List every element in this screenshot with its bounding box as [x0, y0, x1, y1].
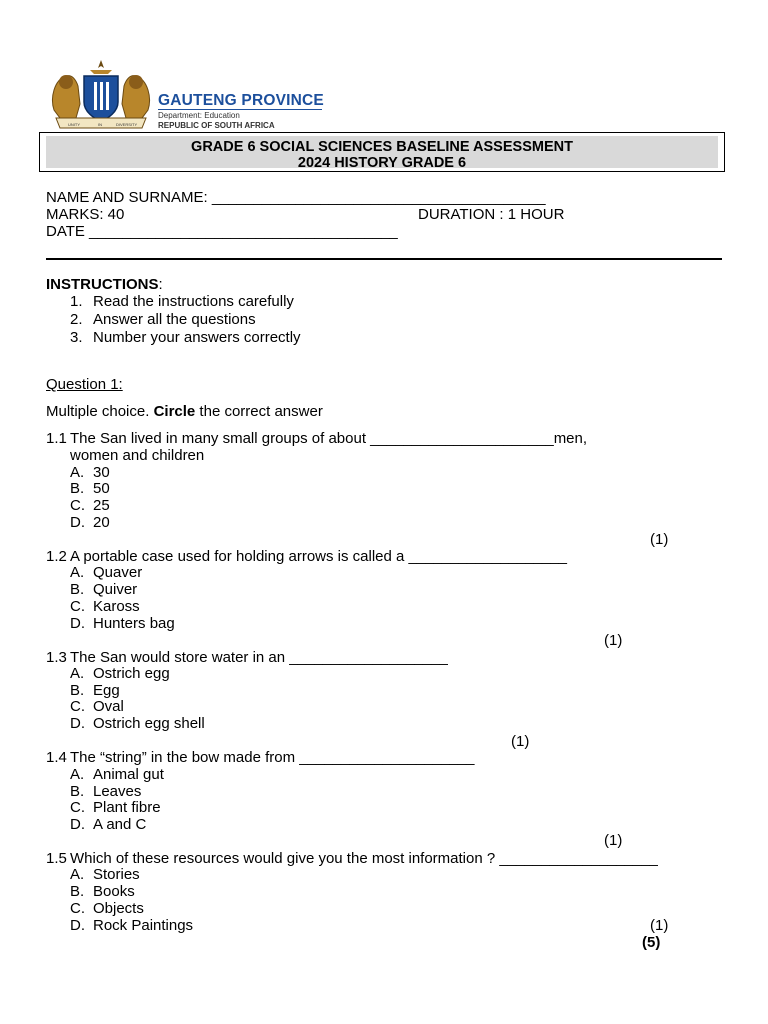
title-line-1: GRADE 6 SOCIAL SCIENCES BASELINE ASSESSMENT — [191, 139, 573, 155]
option-letter: C. — [70, 598, 85, 615]
question-number: 1.5 — [46, 850, 67, 867]
instruction-number: 1. — [70, 293, 83, 310]
mark-allocation: (1) — [650, 531, 669, 548]
instructions-colon: : — [158, 276, 163, 293]
option-letter: A. — [70, 866, 85, 883]
motto-mid: IN — [98, 122, 102, 127]
instruction-text: Read the instructions carefully — [93, 293, 294, 310]
option-letter: B. — [70, 883, 85, 900]
option-letter: C. — [70, 698, 85, 715]
question-1-prompt — [46, 403, 323, 420]
question-text: Which of these resources would give you the most information ? ___________________ — [70, 850, 658, 867]
option-text[interactable]: Hunters bag — [93, 615, 175, 632]
name-field[interactable]: NAME AND SURNAME: ________________________________________ — [46, 189, 546, 206]
instructions-heading-text: INSTRUCTIONS — [46, 276, 159, 293]
option-text[interactable]: Oval — [93, 698, 124, 715]
option-letter: C. — [70, 799, 85, 816]
question-text: The San would store water in an ___________________ — [70, 649, 448, 666]
option-text[interactable]: Rock Paintings — [93, 917, 194, 934]
option-text[interactable]: Ostrich egg shell — [93, 715, 205, 732]
option-letter: B. — [70, 581, 85, 598]
mark-allocation: (1) — [511, 733, 530, 750]
prompt-pre: Multiple choice. — [46, 403, 154, 420]
instruction-number: 2. — [70, 311, 83, 328]
question-text-continued: women and children — [70, 447, 205, 464]
option-text[interactable]: 30 — [93, 464, 110, 481]
option-letter: B. — [70, 783, 85, 800]
divider-rule — [46, 258, 722, 260]
option-text[interactable]: 50 — [93, 480, 110, 497]
option-letter: C. — [70, 497, 85, 514]
question-number: 1.4 — [46, 749, 67, 766]
option-text[interactable]: Quiver — [93, 581, 138, 598]
option-letter: A. — [70, 464, 85, 481]
option-text[interactable]: Stories — [93, 866, 140, 883]
option-text[interactable]: Animal gut — [93, 766, 164, 783]
title-line-2: 2024 HISTORY GRADE 6 — [297, 155, 467, 171]
motto-left: UNITY — [68, 122, 80, 127]
option-letter: D. — [70, 715, 85, 732]
instructions-heading — [46, 276, 163, 293]
province-rule — [158, 109, 322, 110]
option-letter: D. — [70, 917, 85, 934]
option-letter: A. — [70, 665, 85, 682]
option-text[interactable]: Leaves — [93, 783, 142, 800]
mark-allocation: (1) — [604, 632, 623, 649]
question-number: 1.3 — [46, 649, 67, 666]
option-text[interactable]: Quaver — [93, 564, 143, 581]
prompt-post: the correct answer — [195, 403, 323, 420]
option-text[interactable]: Egg — [93, 682, 120, 699]
title-box — [39, 132, 725, 172]
prompt-bold: Circle — [153, 403, 196, 420]
option-text[interactable]: Objects — [93, 900, 144, 917]
coat-of-arms-icon — [46, 58, 156, 132]
instruction-text: Answer all the questions — [93, 311, 256, 328]
question-text: A portable case used for holding arrows is called a ___________________ — [70, 548, 568, 565]
republic-name: REPUBLIC OF SOUTH AFRICA — [158, 121, 275, 130]
option-letter: A. — [70, 766, 85, 783]
question-text: The “string” in the bow made from _____________________ — [70, 749, 475, 766]
option-text[interactable]: Plant fibre — [93, 799, 161, 816]
duration-label: DURATION : 1 HOUR — [418, 206, 565, 223]
option-text[interactable]: Books — [93, 883, 135, 900]
province-name: GAUTENG PROVINCE — [158, 92, 324, 109]
question-number: 1.2 — [46, 548, 67, 565]
question-1-total: (5) — [642, 934, 661, 951]
option-letter: D. — [70, 514, 85, 531]
date-field[interactable]: DATE _____________________________________ — [46, 223, 398, 240]
option-text[interactable]: A and C — [93, 816, 147, 833]
option-text[interactable]: Kaross — [93, 598, 140, 615]
motto-right: DIVERSITY — [116, 122, 138, 127]
instruction-text: Number your answers correctly — [93, 329, 301, 346]
department-name: Department: Education — [158, 111, 240, 120]
question-1-heading: Question 1: — [46, 376, 123, 393]
option-text[interactable]: Ostrich egg — [93, 665, 170, 682]
option-letter: A. — [70, 564, 85, 581]
mark-allocation: (1) — [604, 832, 623, 849]
option-letter: D. — [70, 615, 85, 632]
option-letter: B. — [70, 682, 85, 699]
option-letter: C. — [70, 900, 85, 917]
marks-label: MARKS: 40 — [46, 206, 125, 223]
option-text[interactable]: 20 — [93, 514, 110, 531]
option-text[interactable]: 25 — [93, 497, 110, 514]
instruction-number: 3. — [70, 329, 83, 346]
option-letter: B. — [70, 480, 85, 497]
question-number: 1.1 — [46, 430, 67, 447]
question-text: The San lived in many small groups of about ______________________men, — [70, 430, 588, 447]
option-letter: D. — [70, 816, 85, 833]
title-shading — [46, 136, 718, 171]
mark-allocation: (1) — [650, 917, 669, 934]
